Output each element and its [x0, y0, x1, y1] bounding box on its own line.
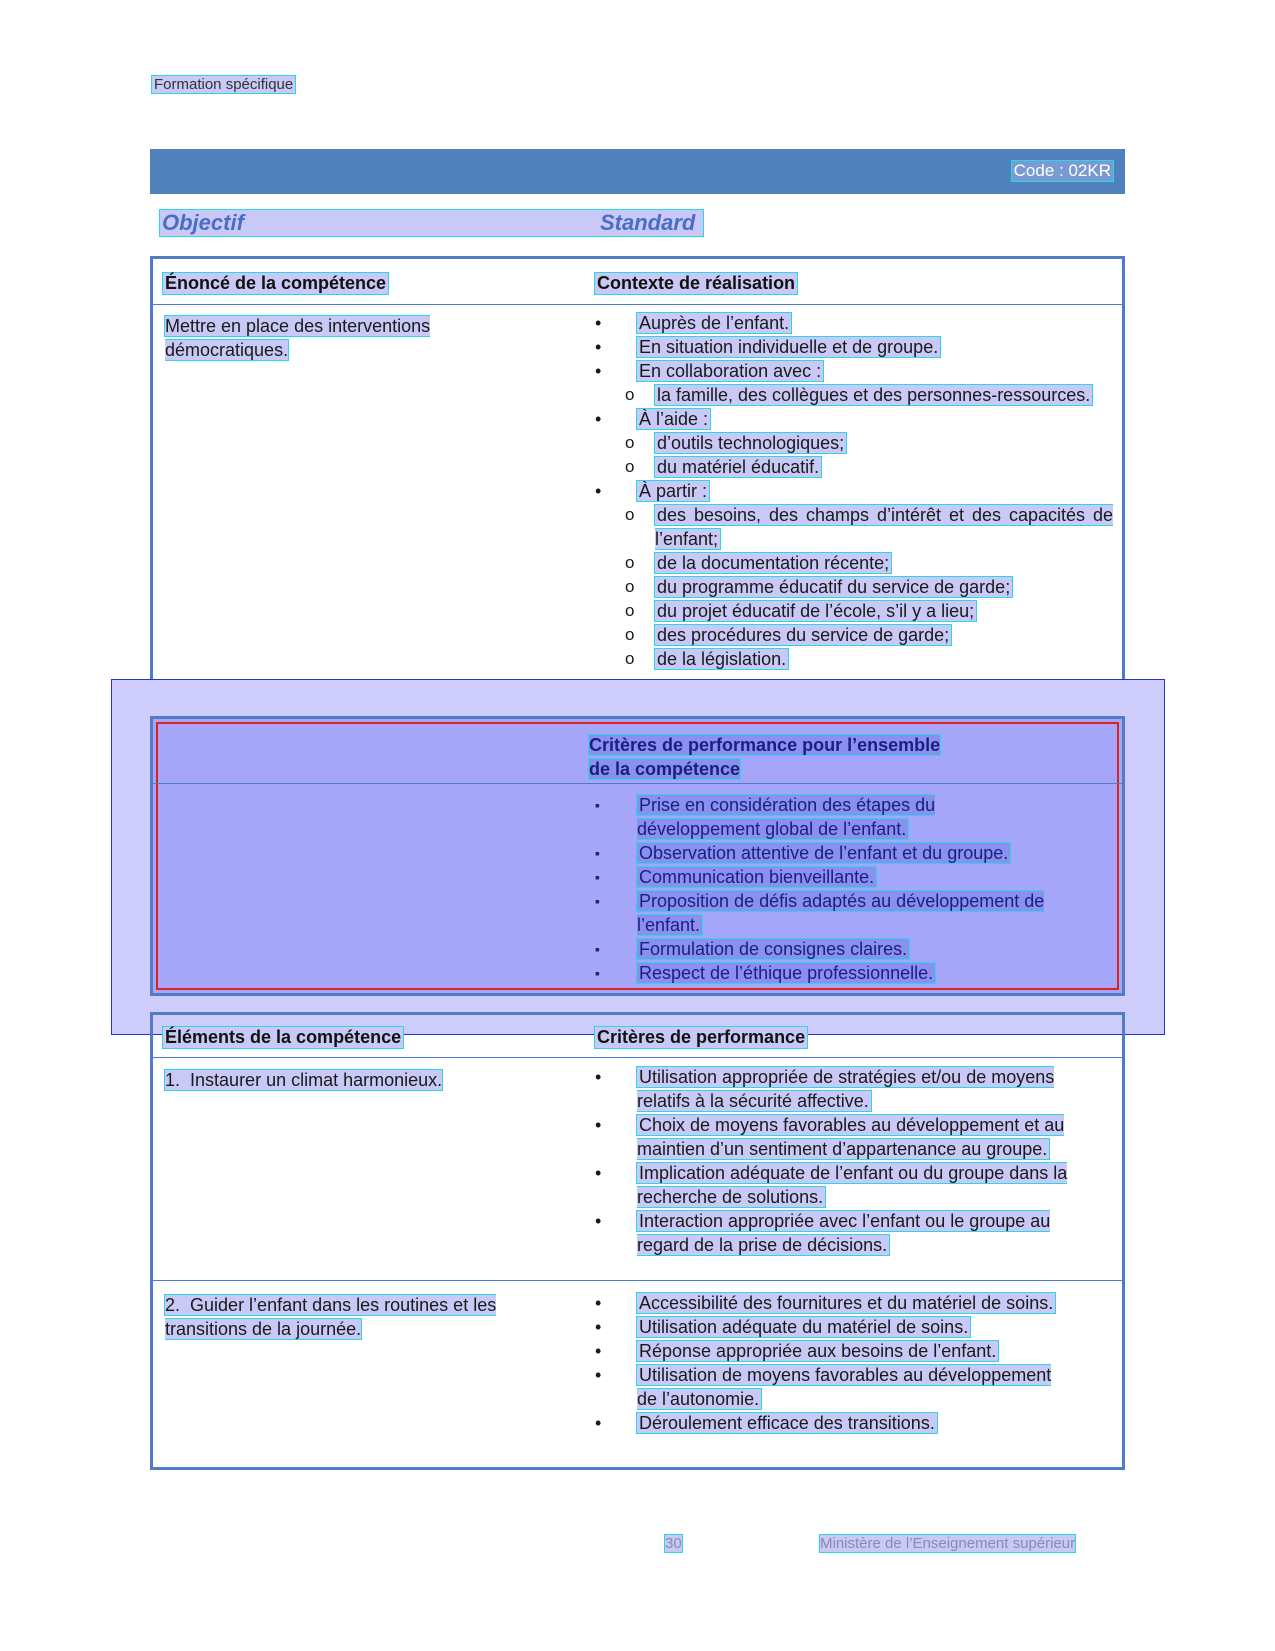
performance-criterion: • Choix de moyens favorables au développement et au maintien d’un sentiment d’appartenance au groupe.	[593, 1113, 1073, 1161]
context-item: o du programme éducatif du service de garde;	[625, 575, 1113, 599]
competence-statement: Mettre en place des interventions démocratiques.	[165, 316, 431, 360]
performance-criterion: • Utilisation appropriée de stratégies et/ou de moyens relatifs à la sécurité affective.	[593, 1065, 1073, 1113]
context-item: o de la législation.	[625, 647, 1113, 671]
element-2-criteria	[593, 1291, 1073, 1435]
context-item: • À l’aide :	[593, 407, 1113, 431]
context-item: o d’outils technologiques;	[625, 431, 1113, 455]
element-2: 2. Guider l’enfant dans les routines et les transitions de la journée.	[165, 1295, 497, 1339]
context-item: o des procédures du service de garde;	[625, 623, 1113, 647]
overall-criteria-title: Critères de performance pour l’ensemble de la compétence	[589, 735, 941, 779]
performance-criterion: • Implication adéquate de l’enfant ou du groupe dans la recherche de solutions.	[593, 1161, 1073, 1209]
running-header: Formation spécifique	[154, 76, 294, 93]
column-titles	[160, 210, 703, 236]
footer-ministry: Ministère de l’Enseignement supérieur	[820, 1535, 1076, 1552]
context-item: o du matériel éducatif.	[625, 455, 1113, 479]
elements-table	[150, 1012, 1125, 1470]
code-bar	[150, 149, 1125, 194]
performance-criterion: • Utilisation adéquate du matériel de soins.	[593, 1315, 1073, 1339]
competence-label: Énoncé de la compétence	[165, 273, 387, 293]
competency-code: Code : 02KR	[1013, 161, 1111, 180]
performance-criterion: • Réponse appropriée aux besoins de l’enfant.	[593, 1339, 1073, 1363]
overall-criterion: ▪ Prise en considération des étapes du développement global de l’enfant.	[593, 793, 1063, 841]
overall-criteria-box	[150, 716, 1125, 996]
context-item: • À partir :	[593, 479, 1113, 503]
context-item: o des besoins, des champs d’intérêt et des capacités de l’enfant;	[625, 503, 1113, 551]
context-label: Contexte de réalisation	[597, 273, 796, 293]
competence-table-header	[153, 259, 1122, 305]
elements-label: Éléments de la compétence	[165, 1027, 402, 1047]
context-item: • En collaboration avec :	[593, 359, 1113, 383]
context-list	[593, 311, 1113, 671]
performance-criterion: • Déroulement efficace des transitions.	[593, 1411, 1073, 1435]
overall-criterion: ▪ Observation attentive de l’enfant et du groupe.	[593, 841, 1063, 865]
overall-criteria-list	[593, 793, 1063, 985]
element-1: 1. Instaurer un climat harmonieux.	[165, 1070, 443, 1090]
element-1-criteria	[593, 1065, 1073, 1257]
standard-title: Standard	[600, 210, 696, 235]
context-item: o la famille, des collègues et des personnes-ressources.	[625, 383, 1113, 407]
overall-criterion: ▪ Formulation de consignes claires.	[593, 937, 1063, 961]
context-item: • En situation individuelle et de groupe.	[593, 335, 1113, 359]
overall-criteria-divider	[153, 783, 1122, 784]
page-number: 30	[665, 1535, 682, 1552]
performance-criterion: • Interaction appropriée avec l’enfant ou le groupe au regard de la prise de décisions.	[593, 1209, 1073, 1257]
overall-criterion: ▪ Proposition de défis adaptés au développement de l’enfant.	[593, 889, 1063, 937]
context-item: • Auprès de l’enfant.	[593, 311, 1113, 335]
competence-table	[150, 256, 1125, 701]
overall-criterion: ▪ Communication bienveillante.	[593, 865, 1063, 889]
elements-table-header	[153, 1015, 1122, 1058]
row-divider	[153, 1280, 1122, 1281]
context-item: o du projet éducatif de l’école, s’il y a lieu;	[625, 599, 1113, 623]
criteria-label: Critères de performance	[597, 1027, 806, 1047]
performance-criterion: • Accessibilité des fournitures et du matériel de soins.	[593, 1291, 1073, 1315]
overall-criterion: ▪ Respect de l’éthique professionnelle.	[593, 961, 1063, 985]
context-item: o de la documentation récente;	[625, 551, 1113, 575]
objectif-title: Objectif	[162, 210, 244, 235]
performance-criterion: • Utilisation de moyens favorables au développement de l’autonomie.	[593, 1363, 1073, 1411]
